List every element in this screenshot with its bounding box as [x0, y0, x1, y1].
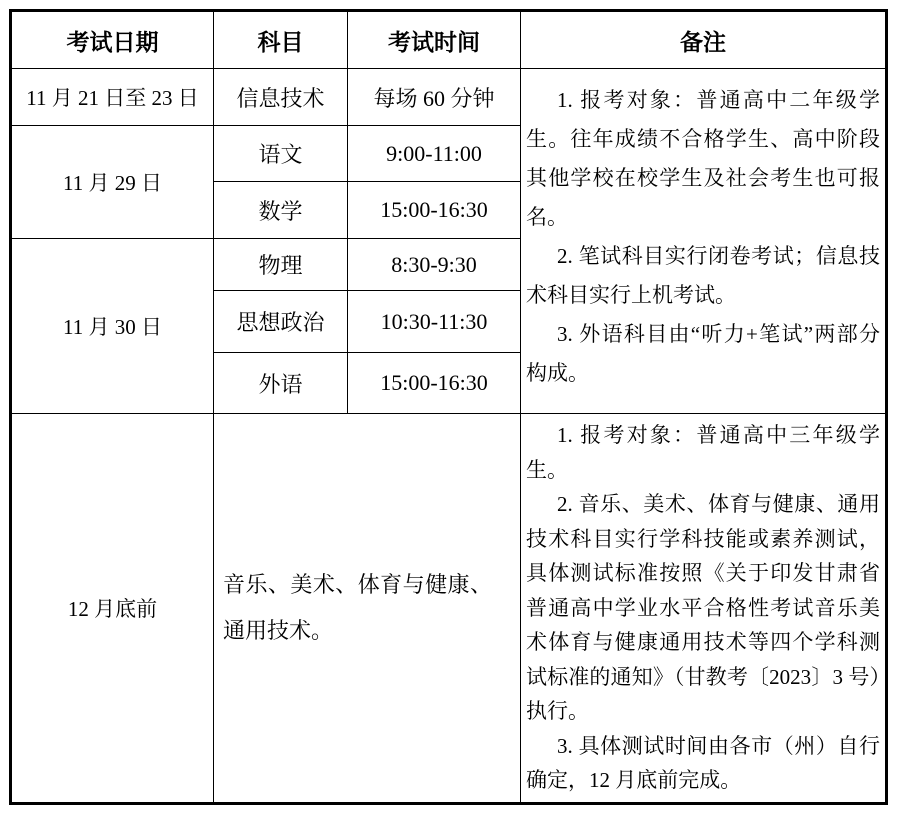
- date-cell-dec-end: 12 月底前: [11, 414, 214, 804]
- subject-cell-chinese: 语文: [214, 126, 348, 182]
- table-row: [11, 69, 887, 126]
- remark-paragraph: 2. 笔试科目实行闭卷考试；信息技术科目实行上机考试。: [526, 244, 880, 307]
- remark-paragraph: 2. 音乐、美术、体育与健康、通用技术科目实行学科技能或素养测试，具体测试标准按照《关于印发甘肃省普通高中学业水平合格性考试音乐美术体育与健康通用技术等四个学科测试标准的通知》（甘教考〔2023〕3 号）执行。: [526, 492, 880, 723]
- time-cell-politics: 10:30-11:30: [348, 291, 521, 353]
- remark-paragraph: 1. 报考对象：普通高中三年级学生。: [526, 423, 880, 482]
- header-subject: 科目: [214, 11, 348, 69]
- header-exam-date: 考试日期: [11, 11, 214, 69]
- subject-cell-info-tech: 信息技术: [214, 69, 348, 126]
- time-cell-foreign-language: 15:00-16:30: [348, 353, 521, 414]
- header-exam-time: 考试时间: [348, 11, 521, 69]
- subject-cell-foreign-language: 外语: [214, 353, 348, 414]
- header-remarks: 备注: [521, 11, 887, 69]
- remark-paragraph: 3. 外语科目由“听力+笔试”两部分构成。: [526, 322, 880, 385]
- header-row: [11, 11, 887, 69]
- subject-cell-arts-merged: 音乐、美术、体育与健康、通用技术。: [214, 414, 521, 804]
- time-cell-physics: 8:30-9:30: [348, 239, 521, 291]
- date-cell-nov30: 11 月 30 日: [11, 239, 214, 414]
- time-cell-chinese: 9:00-11:00: [348, 126, 521, 182]
- remark-paragraph: 3. 具体测试时间由各市（州）自行确定，12 月底前完成。: [526, 733, 880, 792]
- subject-cell-politics: 思想政治: [214, 291, 348, 353]
- exam-schedule-table: [9, 9, 888, 805]
- remark-paragraph: 1. 报考对象：普通高中二年级学生。往年成绩不合格学生、高中阶段其他学校在校学生及社会考生也可报名。: [526, 88, 880, 229]
- date-cell-nov21-23: 11 月 21 日至 23 日: [11, 69, 214, 126]
- time-cell-math: 15:00-16:30: [348, 182, 521, 239]
- table-row: [11, 414, 887, 804]
- remarks-upper-cell: [521, 69, 887, 414]
- time-cell-info-tech: 每场 60 分钟: [348, 69, 521, 126]
- subject-cell-physics: 物理: [214, 239, 348, 291]
- remarks-lower-cell: [521, 414, 887, 804]
- date-cell-nov29: 11 月 29 日: [11, 126, 214, 239]
- subject-cell-math: 数学: [214, 182, 348, 239]
